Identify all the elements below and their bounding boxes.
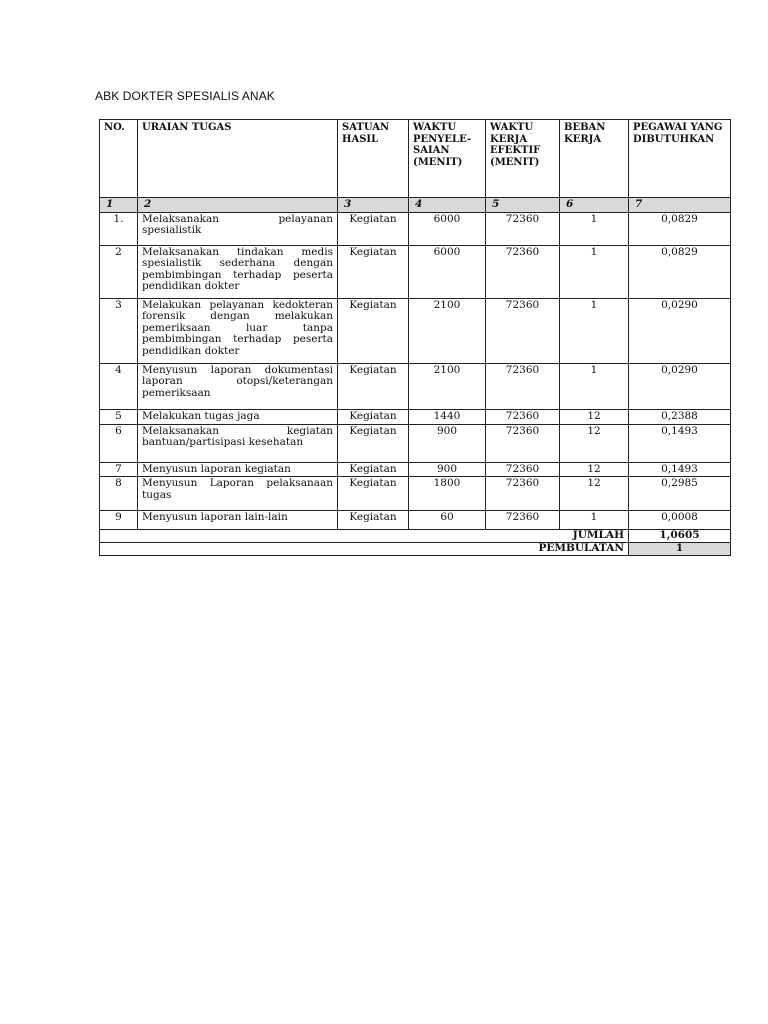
pembulatan-value: 1: [629, 543, 731, 556]
row-uraian: Melakukan tugas jaga: [138, 409, 338, 424]
table-row: [100, 477, 731, 511]
row-no: 5: [100, 409, 138, 424]
table-row: [100, 298, 731, 363]
pembulatan-row: [100, 543, 731, 556]
row-waktu-kerja-efektif: 72360: [486, 511, 560, 530]
row-satuan: Kegiatan: [338, 245, 409, 298]
row-beban-kerja: 12: [560, 477, 629, 511]
header-pegawai-dibutuhkan: PEGAWAI YANG DIBUTUHKAN: [629, 120, 731, 198]
table-row: [100, 424, 731, 462]
column-number: 6: [560, 198, 629, 213]
table-row: [100, 363, 731, 409]
workload-table: [99, 119, 731, 556]
header-row: [100, 120, 731, 198]
jumlah-value: 1,0605: [629, 530, 731, 543]
row-beban-kerja: 12: [560, 424, 629, 462]
row-uraian: Menyusun laporan kegiatan: [138, 462, 338, 477]
column-number-row: [100, 198, 731, 213]
row-no: 6: [100, 424, 138, 462]
row-beban-kerja: 1: [560, 212, 629, 245]
row-uraian: Melaksanakan pelayanan spesialistik: [138, 212, 338, 245]
column-number: 7: [629, 198, 731, 213]
row-uraian: Melaksanakan kegiatan bantuan/partisipasi kesehatan: [138, 424, 338, 462]
row-no: 3: [100, 298, 138, 363]
column-number: 2: [138, 198, 338, 213]
table-row: [100, 462, 731, 477]
row-uraian: Melaksanakan tindakan medis spesialistik sederhana dengan pembimbingan terhadap peserta pendidikan dokter: [138, 245, 338, 298]
row-no: 8: [100, 477, 138, 511]
column-number: 3: [338, 198, 409, 213]
row-waktu-kerja-efektif: 72360: [486, 298, 560, 363]
row-pegawai: 0,1493: [629, 424, 731, 462]
row-uraian: Menyusun laporan lain-lain: [138, 511, 338, 530]
row-waktu-penyelesaian: 1440: [409, 409, 486, 424]
row-pegawai: 0,1493: [629, 462, 731, 477]
row-waktu-penyelesaian: 900: [409, 462, 486, 477]
row-beban-kerja: 1: [560, 298, 629, 363]
row-waktu-kerja-efektif: 72360: [486, 424, 560, 462]
row-satuan: Kegiatan: [338, 462, 409, 477]
row-waktu-penyelesaian: 6000: [409, 212, 486, 245]
row-no: 4: [100, 363, 138, 409]
header-uraian-tugas: URAIAN TUGAS: [138, 120, 338, 198]
row-satuan: Kegiatan: [338, 363, 409, 409]
column-number: 1: [100, 198, 138, 213]
column-number: 5: [486, 198, 560, 213]
row-no: 1.: [100, 212, 138, 245]
row-waktu-kerja-efektif: 72360: [486, 477, 560, 511]
row-pegawai: 0,0008: [629, 511, 731, 530]
row-pegawai: 0,0829: [629, 245, 731, 298]
document-title: ABK DOKTER SPESIALIS ANAK: [95, 89, 275, 103]
column-number: 4: [409, 198, 486, 213]
header-beban-kerja: BEBAN KERJA: [560, 120, 629, 198]
row-satuan: Kegiatan: [338, 424, 409, 462]
row-waktu-kerja-efektif: 72360: [486, 462, 560, 477]
row-beban-kerja: 12: [560, 409, 629, 424]
table-row: [100, 511, 731, 530]
row-satuan: Kegiatan: [338, 511, 409, 530]
row-uraian: Menyusun Laporan pelaksanaan tugas: [138, 477, 338, 511]
row-beban-kerja: 1: [560, 363, 629, 409]
row-uraian: Melakukan pelayanan kedokteran forensik dengan melakukan pemeriksaan luar tanpa pembimbingan terhadap peserta pendidikan dokter: [138, 298, 338, 363]
row-waktu-penyelesaian: 1800: [409, 477, 486, 511]
jumlah-label: JUMLAH: [100, 530, 629, 543]
row-pegawai: 0,0290: [629, 363, 731, 409]
row-waktu-penyelesaian: 2100: [409, 298, 486, 363]
row-beban-kerja: 1: [560, 511, 629, 530]
row-no: 2: [100, 245, 138, 298]
row-pegawai: 0,0290: [629, 298, 731, 363]
row-no: 7: [100, 462, 138, 477]
table-row: [100, 212, 731, 245]
row-beban-kerja: 1: [560, 245, 629, 298]
row-pegawai: 0,2985: [629, 477, 731, 511]
row-uraian: Menyusun laporan dokumentasi laporan otopsi/keterangan pemeriksaan: [138, 363, 338, 409]
row-waktu-penyelesaian: 2100: [409, 363, 486, 409]
row-pegawai: 0,2388: [629, 409, 731, 424]
table-row: [100, 409, 731, 424]
row-waktu-penyelesaian: 900: [409, 424, 486, 462]
header-satuan-hasil: SATUAN HASIL: [338, 120, 409, 198]
row-satuan: Kegiatan: [338, 477, 409, 511]
header-waktu-kerja-efektif: WAKTU KERJA EFEKTIF (MENIT): [486, 120, 560, 198]
pembulatan-label: PEMBULATAN: [100, 543, 629, 556]
row-satuan: Kegiatan: [338, 298, 409, 363]
row-waktu-kerja-efektif: 72360: [486, 245, 560, 298]
row-satuan: Kegiatan: [338, 212, 409, 245]
row-waktu-kerja-efektif: 72360: [486, 409, 560, 424]
header-waktu-penyelesaian: WAKTU PENYELE-SAIAN (MENIT): [409, 120, 486, 198]
row-waktu-penyelesaian: 6000: [409, 245, 486, 298]
row-waktu-kerja-efektif: 72360: [486, 212, 560, 245]
row-no: 9: [100, 511, 138, 530]
header-no: NO.: [100, 120, 138, 198]
row-waktu-penyelesaian: 60: [409, 511, 486, 530]
jumlah-row: [100, 530, 731, 543]
row-beban-kerja: 12: [560, 462, 629, 477]
row-satuan: Kegiatan: [338, 409, 409, 424]
row-waktu-kerja-efektif: 72360: [486, 363, 560, 409]
table-row: [100, 245, 731, 298]
row-pegawai: 0,0829: [629, 212, 731, 245]
